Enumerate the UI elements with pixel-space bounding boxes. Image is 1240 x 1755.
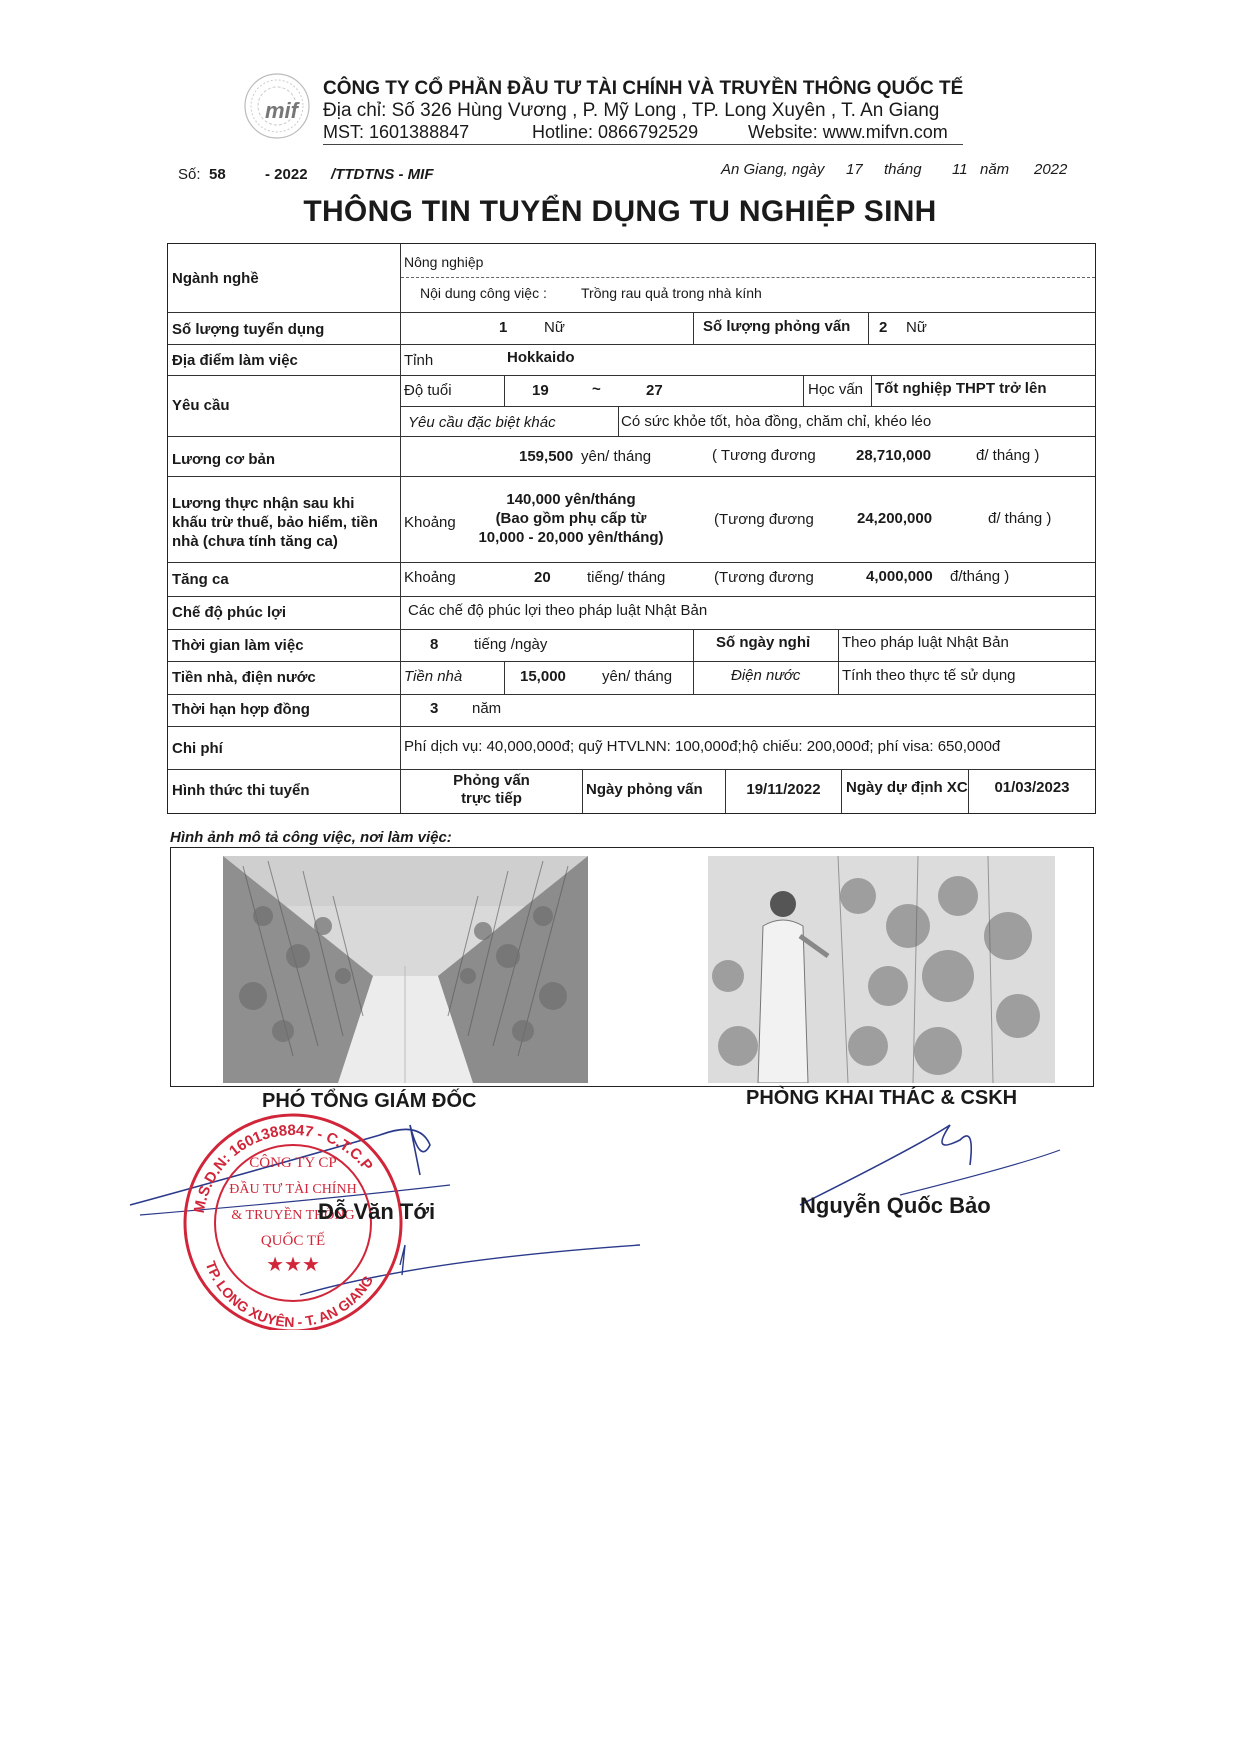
- stamp-bottom-text: TP. LONG XUYÊN - T. AN GIANG: [202, 1258, 377, 1330]
- label-hinh-thuc-thi-tuyen: Hình thức thi tuyển: [172, 782, 310, 799]
- value-noi-dung-cong-viec: Trồng rau quả trong nhà kính: [581, 285, 762, 301]
- value-so-luong-gender: Nữ: [544, 319, 565, 336]
- unit-hop-dong: năm: [472, 700, 502, 717]
- label-ngay-phong-van: Ngày phỏng vấn: [586, 781, 703, 798]
- value-so-ngay-nghi: Theo pháp luật Nhật Bản: [842, 634, 1009, 651]
- value-dien-nuoc: Tính theo thực tế sử dụng: [842, 667, 1016, 684]
- value-dia-diem-prefix: Tỉnh: [404, 352, 434, 369]
- left-signature-title: PHÓ TỔNG GIÁM ĐỐC: [262, 1090, 477, 1112]
- label-luong-thuc-nhan-2: khấu trừ thuế, bảo hiểm, tiền: [172, 514, 378, 531]
- stamp-line-1: CÔNG TY CP: [249, 1155, 337, 1171]
- company-hotline: Hotline: 0866792529: [532, 122, 699, 142]
- label-tien-nha: Tiền nhà: [404, 668, 463, 685]
- value-thoi-gian: 8: [430, 636, 439, 653]
- date-month-label: tháng: [884, 161, 922, 178]
- date-year: 2022: [1034, 161, 1068, 178]
- stamp-line-3: & TRUYỀN THÔNG: [231, 1208, 355, 1223]
- stamp-line-2: ĐẦU TƯ TÀI CHÍNH: [229, 1182, 357, 1197]
- value-tien-nha: 15,000: [520, 668, 566, 685]
- company-name: CÔNG TY CỔ PHẦN ĐẦU TƯ TÀI CHÍNH VÀ TRUYỀN THÔNG QUỐC TẾ: [323, 78, 964, 99]
- date-place: An Giang, ngày: [721, 161, 825, 178]
- value-ngay-du-dinh-xc: 01/03/2023: [994, 779, 1070, 796]
- value-so-luong: 1: [499, 319, 508, 336]
- label-tang-ca: Tăng ca: [172, 571, 229, 588]
- value-hoc-van: Tốt nghiệp THPT trở lên: [875, 380, 1047, 397]
- date-month: 11: [952, 161, 968, 178]
- value-so-luong-phong-van: 2: [879, 319, 888, 336]
- value-age-min: 19: [532, 382, 549, 399]
- label-yeu-cau-dac-biet: Yêu cầu đặc biệt khác: [408, 414, 556, 431]
- company-website: Website: www.mifvn.com: [748, 122, 948, 142]
- value-tuong-duong-2: 24,200,000: [857, 510, 933, 527]
- label-yeu-cau: Yêu cầu: [172, 397, 230, 414]
- doc-code: /TTDTNS - MIF: [331, 166, 434, 183]
- label-so-luong-phong-van: Số lượng phỏng vấn: [703, 318, 851, 335]
- value-tuong-duong-3: 4,000,000: [866, 568, 933, 585]
- unit-tang-ca: tiếng/ tháng: [587, 569, 666, 586]
- right-signer-name: Nguyễn Quốc Bảo: [800, 1193, 991, 1218]
- unit-tuong-duong-3: đ/tháng ): [950, 568, 1010, 585]
- value-hop-dong: 3: [430, 700, 439, 717]
- value-luong-thuc-nhan-prefix: Khoảng: [404, 514, 456, 531]
- label-hoc-van: Học vấn: [808, 381, 864, 398]
- unit-tien-nha: yên/ tháng: [602, 668, 673, 685]
- label-ngay-du-dinh-xc: Ngày dự định XC: [846, 779, 968, 796]
- label-thoi-han-hop-dong: Thời hạn hợp đồng: [172, 701, 310, 718]
- right-signature-title: PHÒNG KHAI THÁC & CSKH: [746, 1087, 1018, 1109]
- label-luong-thuc-nhan-1: Lương thực nhận sau khi: [172, 495, 355, 512]
- stamp-ring-text: M.S.D.N: 1601388847 - C.T.C.P: [190, 1121, 376, 1215]
- value-age-sep: ~: [592, 381, 601, 398]
- label-tuong-duong-1: ( Tương đương: [712, 447, 816, 464]
- value-yeu-cau-dac-biet: Có sức khỏe tốt, hòa đồng, chăm chỉ, khéo léo: [621, 413, 932, 430]
- worker-photo: [708, 856, 1055, 1083]
- value-phuc-loi: Các chế độ phúc lợi theo pháp luật Nhật Bản: [408, 602, 708, 619]
- value-hinh-thuc-2: trực tiếp: [461, 790, 522, 807]
- company-logo: [237, 72, 325, 142]
- value-age-max: 27: [646, 382, 663, 399]
- date-year-label: năm: [980, 161, 1010, 178]
- document-title: THÔNG TIN TUYỂN DỤNG TU NGHIỆP SINH: [303, 195, 937, 228]
- value-hinh-thuc-1: Phỏng vấn: [453, 772, 530, 789]
- value-luong-thuc-nhan-2: (Bao gồm phụ cấp từ: [495, 510, 647, 527]
- doc-number-label: Số:: [178, 166, 201, 183]
- doc-number: 58: [209, 166, 226, 183]
- unit-tuong-duong-2: đ/ tháng ): [988, 510, 1052, 527]
- label-phuc-loi: Chế độ phúc lợi: [172, 604, 286, 621]
- photos-frame: [170, 847, 1094, 1087]
- company-tax-code: MST: 1601388847: [323, 122, 470, 142]
- stamp-line-4: QUỐC TẾ: [260, 1233, 326, 1249]
- recruitment-table: [167, 243, 1096, 814]
- value-nganh-nghe: Nông nghiệp: [404, 254, 484, 270]
- doc-year: - 2022: [265, 166, 308, 183]
- value-dia-diem: Hokkaido: [507, 349, 575, 366]
- left-signer-name: Đỗ Văn Tới: [318, 1199, 436, 1224]
- value-ngay-phong-van: 19/11/2022: [746, 781, 821, 798]
- label-tuong-duong-2: (Tương đương: [714, 511, 814, 528]
- photos-caption: Hình ảnh mô tả công việc, nơi làm việc:: [170, 829, 452, 846]
- value-luong-thuc-nhan-1: 140,000 yên/tháng: [506, 491, 636, 508]
- value-so-luong-phong-van-gender: Nữ: [906, 319, 927, 336]
- stamp-stars: ★★★: [266, 1252, 320, 1276]
- label-dien-nuoc: Điện nước: [731, 667, 801, 684]
- header-divider: [323, 144, 963, 145]
- value-luong-co-ban: 159,500: [519, 448, 574, 465]
- label-so-ngay-nghi: Số ngày nghỉ: [716, 634, 811, 651]
- value-luong-thuc-nhan-3: 10,000 - 20,000 yên/tháng): [478, 529, 664, 546]
- label-so-luong-tuyen-dung: Số lượng tuyển dụng: [172, 321, 325, 338]
- value-tuong-duong-1: 28,710,000: [856, 447, 932, 464]
- greenhouse-aisle-photo: [223, 856, 588, 1083]
- label-noi-dung-cong-viec: Nội dung công việc :: [420, 285, 547, 301]
- value-chi-phi: Phí dịch vụ: 40,000,000đ; quỹ HTVLNN: 100,000đ;hộ chiếu: 200,000đ; phí visa: 650,000đ: [404, 738, 1001, 755]
- label-tuong-duong-3: (Tương đương: [714, 569, 814, 586]
- value-tang-ca-prefix: Khoảng: [404, 569, 456, 586]
- label-tien-nha-dien-nuoc: Tiền nhà, điện nước: [172, 669, 316, 686]
- label-luong-co-ban: Lương cơ bản: [172, 451, 276, 468]
- company-address: Địa chỉ: Số 326 Hùng Vương , P. Mỹ Long , TP. Long Xuyên , T. An Giang: [323, 100, 940, 121]
- unit-tuong-duong-1: đ/ tháng ): [976, 447, 1040, 464]
- label-chi-phi: Chi phí: [172, 740, 223, 757]
- date-day: 17: [846, 161, 863, 178]
- unit-luong-co-ban: yên/ tháng: [581, 448, 652, 465]
- label-nganh-nghe: Ngành nghề: [172, 270, 259, 287]
- label-thoi-gian-lam-viec: Thời gian làm việc: [172, 637, 304, 654]
- value-tang-ca: 20: [534, 569, 551, 586]
- label-luong-thuc-nhan-3: nhà (chưa tính tăng ca): [172, 533, 338, 550]
- label-do-tuoi: Độ tuổi: [404, 382, 452, 399]
- unit-thoi-gian: tiếng /ngày: [474, 636, 548, 653]
- label-dia-diem: Địa điểm làm việc: [172, 352, 298, 369]
- logo-text: mif: [265, 98, 298, 123]
